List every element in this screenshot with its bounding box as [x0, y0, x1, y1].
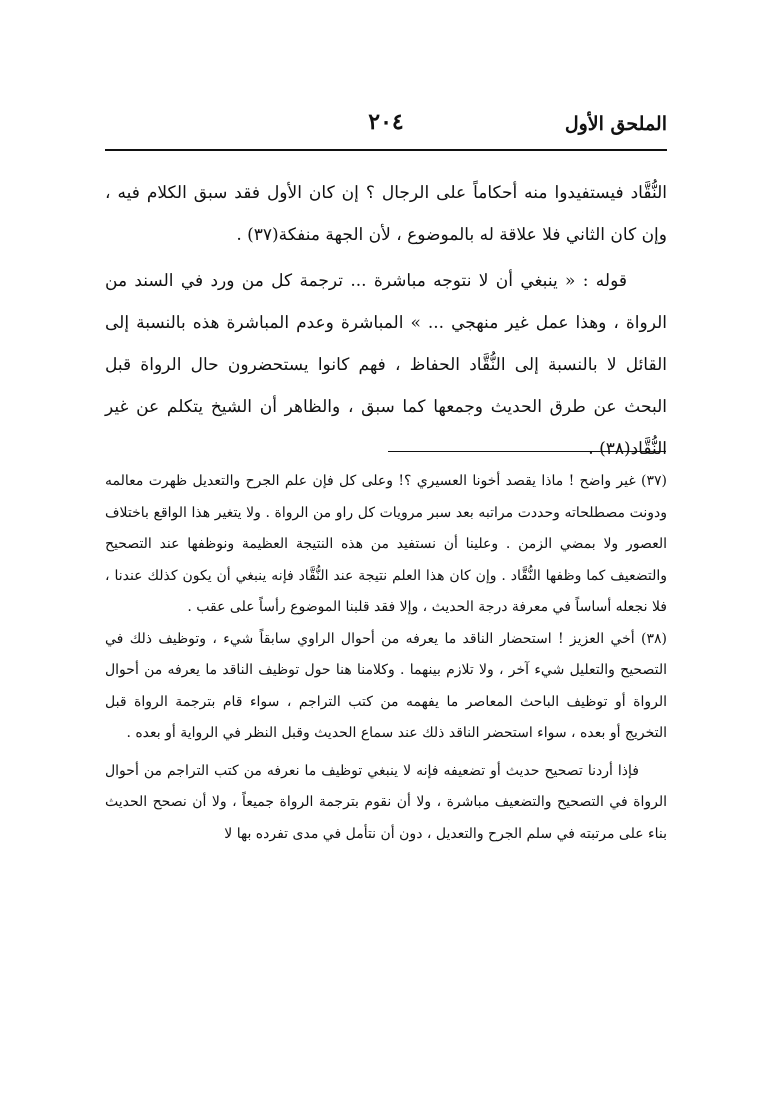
page-header	[105, 105, 667, 151]
footnotes	[105, 466, 667, 850]
running-title: الملحق الأول	[564, 113, 667, 135]
footnote-38-continuation: فإذا أردنا تصحيح حديث أو تضعيفه فإنه لا ينبغي توظيف ما نعرفه من كتب التراجم من أحوال الرواة في التصحيح والتضعيف مباشرة ، ولا أن نقوم بترجمة الرواة جميعاً ، ولا أن نصحح الحديث بناء على مرتبته في سلم الجرح والتعديل ، دون أن نتأمل في مدى تفرده بها لا	[105, 762, 667, 842]
footnote-separator	[388, 451, 666, 452]
main-text	[105, 172, 667, 470]
paragraph: قوله : « ينبغي أن لا نتوجه مباشرة ... ترجمة كل من ورد في السند من الرواة ، وهذا عمل غير منهجي ... » المباشرة وعدم المباشرة هذه بالنسبة إلى القائل لا بالنسبة إلى النُّقَّاد الحفاظ ، فهم كانوا يستحضرون حال الرواة قبل البحث عن طرق الحديث وجمعها كما سبق ، والظاهر أن الشيخ يتكلم عن غير النُّقَّاد(٣٨) .	[105, 271, 667, 459]
footnote-38: (٣٨) أخي العزيز ! استحضار الناقد ما يعرفه من أحوال الراوي سابقاً شيء ، وتوظيف ذلك في التصحيح والتعليل شيء آخر ، ولا تلازم بينهما . وكلامنا هنا حول توظيف الناقد ما يعرفه من أحوال الرواة أو توظيف الباحث المعاصر ما يفهمه من كتب التراجم ، سواء قام بترجمة الرواة قبل التخريج أو بعده ، سواء استحضر الناقد ذلك عند سماع الحديث وقبل النظر في الرواية أو بعده .	[105, 630, 667, 741]
paragraph: النُّقَّاد فيستفيدوا منه أحكاماً على الرجال ؟ إن كان الأول فقد سبق الكلام فيه ، وإن كان الثاني فلا علاقة له بالموضوع ، لأن الجهة منفكة(٣٧) .	[105, 183, 667, 245]
footnote-37: (٣٧) غير واضح ! ماذا يقصد أخونا العسيري ؟! وعلى كل فإن علم الجرح والتعديل ظهرت معالمه ودونت مصطلحاته وحددت مراتبه بعد سبر مرويات كل راو من الرواة . ولا يتغير هذا الواقع باختلاف العصور ولا بمضي الزمن . وعلينا أن نستفيد من هذه النتيجة العظيمة ونوظفها عند التصحيح والتضعيف كما وظفها النُّقَّاد . وإن كان هذا العلم نتيجة عند النُّقَّاد فإنه ينبغي أن يكون كذلك عندنا ، فلا نجعله أساساً في معرفة درجة الحديث ، وإلا فقد قلبنا الموضوع رأساً على عقب .	[105, 473, 667, 615]
page-number: ٢٠٤	[368, 109, 404, 135]
